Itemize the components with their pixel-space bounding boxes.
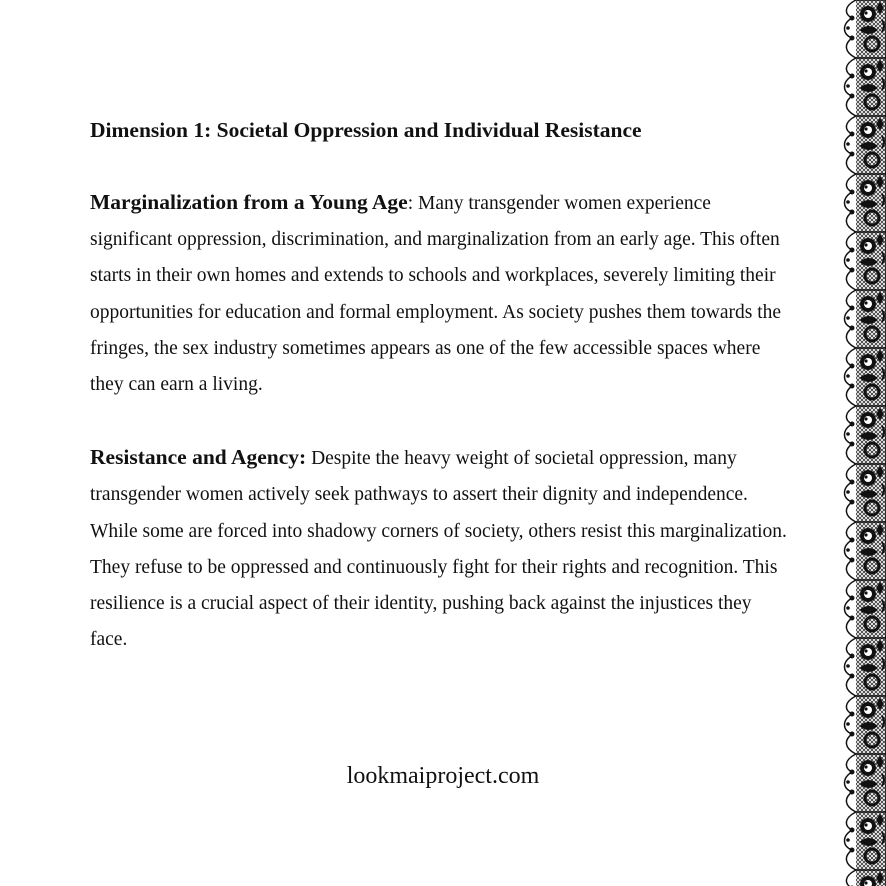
section-resistance [90, 439, 790, 658]
section-marginalization [90, 184, 790, 403]
document-body [90, 112, 790, 694]
section-text: Many transgender women experience significant oppression, discrimination, and marginalization from an early age. This often starts in their own homes and extends to schools and workplaces, severely limiting their opportunities for education and formal employment. As society pushes them towards the fringes, the sex industry sometimes appears as one of the few accessible spaces where they can earn a living. [90, 193, 782, 396]
section-text: Despite the heavy weight of societal oppression, many transgender women actively seek pathways to assert their dignity and independence. While some are forced into shadowy corners of society, others resist this marginalization. They refuse to be oppressed and continuously fight for their rights and recognition. This resilience is a crucial aspect of their identity, pushing back against the injustices they face. [90, 448, 787, 651]
page-heading: Dimension 1: Societal Oppression and Individual Resistance [90, 118, 642, 142]
section-term: Marginalization from a Young Age [90, 190, 408, 214]
section-separator: : [407, 193, 414, 214]
footer-website: lookmaiproject.com [346, 763, 540, 789]
lace-border [842, 0, 886, 886]
section-term: Resistance and Agency: [90, 445, 307, 470]
